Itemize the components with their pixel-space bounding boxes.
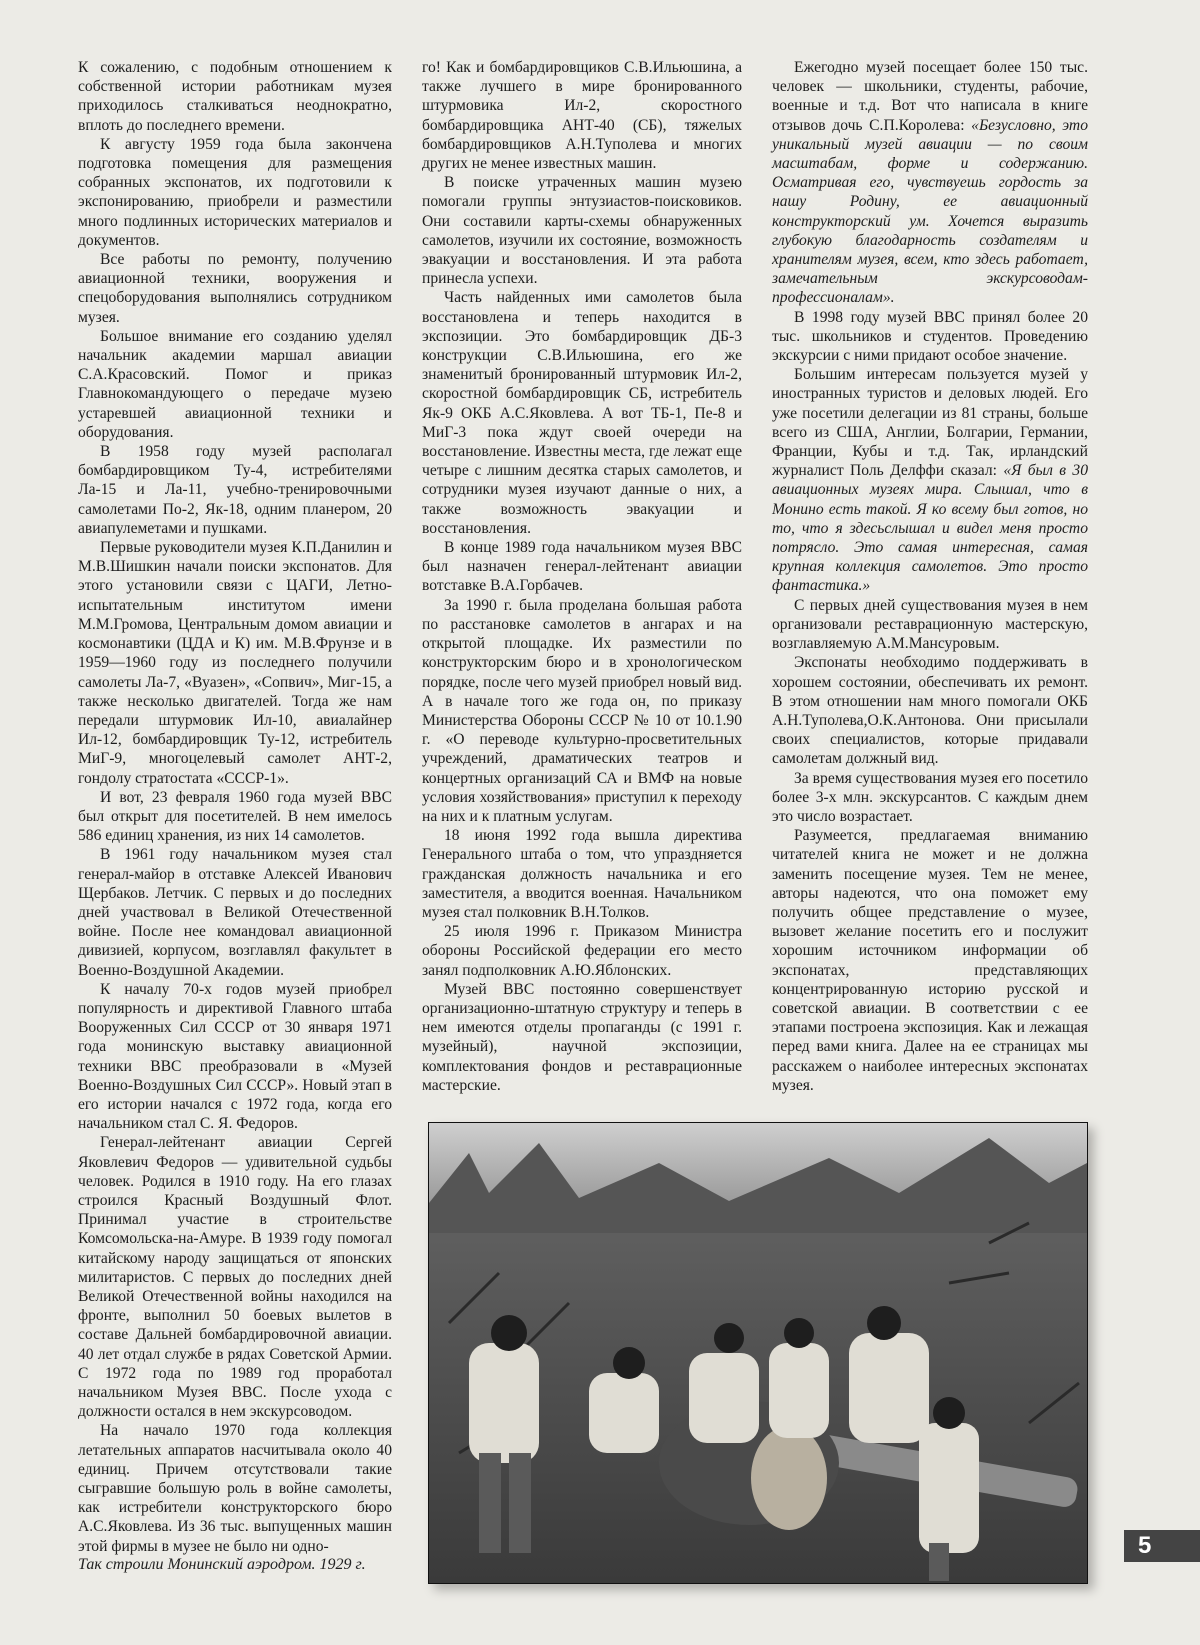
text-column-3: [772, 58, 1088, 1095]
paragraph: [772, 365, 1088, 595]
paragraph: В конце 1989 года начальником музея ВВС был назначен генерал-лейтенант авиации вотставке В.А.Горбачев.: [422, 539, 742, 595]
paragraph: К сожалению, с подобным отношением к собственной истории работникам музея приходилось сталкиваться неоднократно, вплоть до последнего времени.: [78, 59, 392, 134]
photo-illustration: [429, 1123, 1087, 1583]
paragraph: К августу 1959 года была закончена подготовка помещения для размещения собранных экспонатов, их подготовили к экспонированию, приобрели и разместили много подлинных исторических материалов и документов.: [78, 135, 392, 249]
paragraph: 18 июня 1992 года вышла директива Генерального штаба о том, что упраздняется гражданская должность начальника и его заместителя, а вводится военная. Начальником музея стал полковник В.Н.Толков.: [422, 827, 742, 921]
paragraph: Экспонаты необходимо поддерживать в хорошем состоянии, обеспечивать их ремонт. В этом отношении нам много помогали ОКБ А.Н.Туполева,О.К.Антонова. Они присылали своих специалистов, которые придавали самолетам должный вид.: [772, 654, 1088, 768]
paragraph-text: Большим интересам пользуется музей у иностранных туристов и деловых людей. Его уже посетили делегации из 81 страны, больше всего из США, Англии, Болгарии, Германии, Франции, Кубы и т.д. Так, ирландский журналист Поль Делффи сказал:: [772, 366, 1088, 480]
paragraph: Музей ВВС постоянно совершенствует организационно-штатную структуру и теперь в нем имеются отделы пропаганды (с 1991 г. музейный), научной экспозиции, комплектования фондов и реставрационные мастерские.: [422, 980, 742, 1094]
paragraph: За 1990 г. была проделана большая работа по расстановке самолетов в ангарах и на открытой площадке. Их разместили по конструкторским бюро и в хронологическом порядке, после чего музей приобрел новый вид. А в начале того же года он, по приказу Министерства Обороны СССР № 10 от 10.1.90 г. «О переводе культурно-просветительных учреждений, драматических театров и концертных организаций СА и ВМФ на новые условия хозяйствования» приступил к переходу на них и к платным услугам.: [422, 596, 742, 825]
paragraph: К началу 70-х годов музей приобрел популярность и директивой Главного штаба Вооруженных Сил СССР от 30 января 1971 года монинскую выставку авиационной техники ВВС преобразовали в «Музей Военно-Воздушных Сил СССР». Новый этап в его истории начался с 1972 года, когда его начальником стал С. Я. Федоров.: [78, 980, 392, 1133]
text-column-2: [422, 58, 742, 1095]
paragraph: Часть найденных ими самолетов была восстановлена и теперь находится в экспозиции. Это бомбардировщик ДБ-3 конструкции С.В.Ильюшина, его же знаменитый бронированный штурмовик Ил-2, скоростной бомбардировщик СБ, истребитель Як-9 ОКБ А.С.Яковлева. А вот ТБ-1, Пе-8 и МиГ-3 пока ждут своей очереди на восстановление. Известны места, где лежат еще четыре с лишним десятка старых самолетов, и сотрудники музея изучают данные о них, а также возможность эвакуации и восстановления.: [422, 289, 742, 537]
paragraph: В 1958 году музей располагал бомбардировщиком Ту-4, истребителями Ла-15 и Ла-11, учебно-тренировочными самолетами По-2, Як-18, одним планером, 20 авиапулеметами и пушками.: [78, 443, 392, 537]
paragraph: В поиске утраченных машин музею помогали группы энтузиастов-поисковиков. Они составили карты-схемы обнаруженных самолетов, изучили их состояние, возможность эвакуации и восстановления. И эта работа принесла успехи.: [422, 174, 742, 288]
paragraph: Разумеется, предлагаемая вниманию читателей книга не может и не должна заменить посещение музея. Тем не менее, авторы надеются, что она поможет ему получить общее представление о музее, вызовет желание посетить его и послужит хорошим источником информации об экспонатах, представляющих концентрированную историю русской и советской авиации. В соответствии с ее этапами построена экспозиция. Как и лежащая перед вами книга. Далее на ее страницах мы расскажем о наиболее интересных экспонатах музея.: [772, 827, 1088, 1094]
paragraph: го! Как и бомбардировщиков С.В.Ильюшина, а также лучшего в мире бронированного штурмовика Ил-2, скоростного бомбардировщика АНТ-40 (СБ), тяжелых бомбардировщиков А.Н.Туполева и многих других не менее известных машин.: [422, 59, 742, 173]
paragraph: Первые руководители музея К.П.Данилин и М.В.Шишкин начали поиски экспонатов. Для этого установили связи с ЦАГИ, Летно-испытательным институтом имени М.М.Громова, Центральным домом авиации и космонавтики (ЦДА и К) им. М.В.Фрунзе и в 1959—1960 году из последнего получили самолеты Ла-7, «Вуазен», «Сопвич», Миг-15, а также несколько двигателей. Тогда же нам передали штурмовик Ил-10, авиалайнер Ил-12, бомбардировщик Ту-12, истребитель МиГ-9, многоцелевый самолет АНТ-2, гондолу стратостата «СССР-1».: [78, 539, 392, 787]
paragraph: В 1961 году начальником музея стал генерал-майор в отставке Алексей Иванович Щербаков. Летчик. С первых и до последних дней участвовал в Великой Отечественной войне. После нее командовал авиационной дивизией, корпусом, возглавлял факультет в Военно-Воздушной Академии.: [78, 846, 392, 979]
photo-caption: Так строили Монинский аэродром. 1929 г.: [78, 1556, 366, 1573]
paragraph: С первых дней существования музея в нем организовали реставрационную мастерскую, возглавляемую А.М.Мансуровым.: [772, 596, 1088, 653]
historical-photo: [428, 1122, 1088, 1584]
paragraph: И вот, 23 февраля 1960 года музей ВВС был открыт для посетителей. В нем имелось 586 единиц хранения, из них 14 самолетов.: [78, 788, 392, 845]
paragraph: 25 июля 1996 г. Приказом Министра обороны Российской федерации его место занял подполковник А.Ю.Яблонских.: [422, 923, 742, 979]
paragraph: В 1998 году музей ВВС принял более 20 тыс. школьников и студентов. Проведению экскурсии с ними придают особое значение.: [772, 308, 1088, 365]
paragraph: [772, 58, 1088, 308]
page-number: 5: [1124, 1530, 1200, 1562]
quote-text: «Я был в 30 авиационных музеях мира. Слышал, что в Монино есть такой. Я ко всему был готов, но то, что я здесьслышал и видел меня просто потрясло. Это самая интересная, самая крупная коллекция самолетов. Это просто фантастика.»: [772, 462, 1088, 595]
text-column-1: [78, 58, 392, 1556]
paragraph: На начало 1970 года коллекция летательных аппаратов насчитывала около 40 единиц. Причем отсутствовали такие сыгравшие большую роль в войне самолеты, как истребители конструкторского бюро А.С.Яковлева. Из 36 тыс. выпущенных машин этой фирмы в музее не было ни одно-: [78, 1422, 392, 1555]
paragraph-text: Ежегодно музей посещает более 150 тыс. человек — школьники, студенты, рабочие, военные и т.д. Вот что написала в книге отзывов дочь С.П.Королева:: [772, 59, 1088, 134]
quote-text: «Безусловно, это уникальный музей авиации — по своим масштабам, форме и содержанию. Осматривая его, чувствуешь гордость за нашу Родину, ее авиационный конструкторский ум. Хочется выразить глубокую благодарность создателям и хранителям музея, всем, кто здесь работает, замечательным экскурсоводам-профессионалам».: [772, 116, 1088, 307]
paragraph: Большое внимание его созданию уделял начальник академии маршал авиации С.А.Красовский. Помог и приказ Главнокомандующего о передаче музею устаревшей авиационной техники и оборудования.: [78, 327, 392, 441]
paragraph: За время существования музея его посетило более 3-х млн. экскурсантов. С каждым днем это число возрастает.: [772, 769, 1088, 825]
paragraph: Все работы по ремонту, получению авиационной техники, вооружения и спецоборудования выполнялись сотрудником музея.: [78, 251, 392, 326]
paragraph: Генерал-лейтенант авиации Сергей Яковлевич Федоров — удивительной судьбы человек. Родился в 1910 году. На его глазах строился Красный Воздушный Флот. Принимал участие в строительстве Комсомольска-на-Амуре. В 1939 году помогал китайскому народу защищаться от японских милитаристов. С первых до последних дней Великой Отечественной войны находился на фронте, выполнил 50 боевых вылетов в составе Дальней бомбардировочной авиации. 40 лет отдал службе в рядах Советской Армии. С 1972 года по 1989 год проработал начальником Музея ВВС. После ухода с должности остался в нем экскурсоводом.: [78, 1134, 392, 1421]
